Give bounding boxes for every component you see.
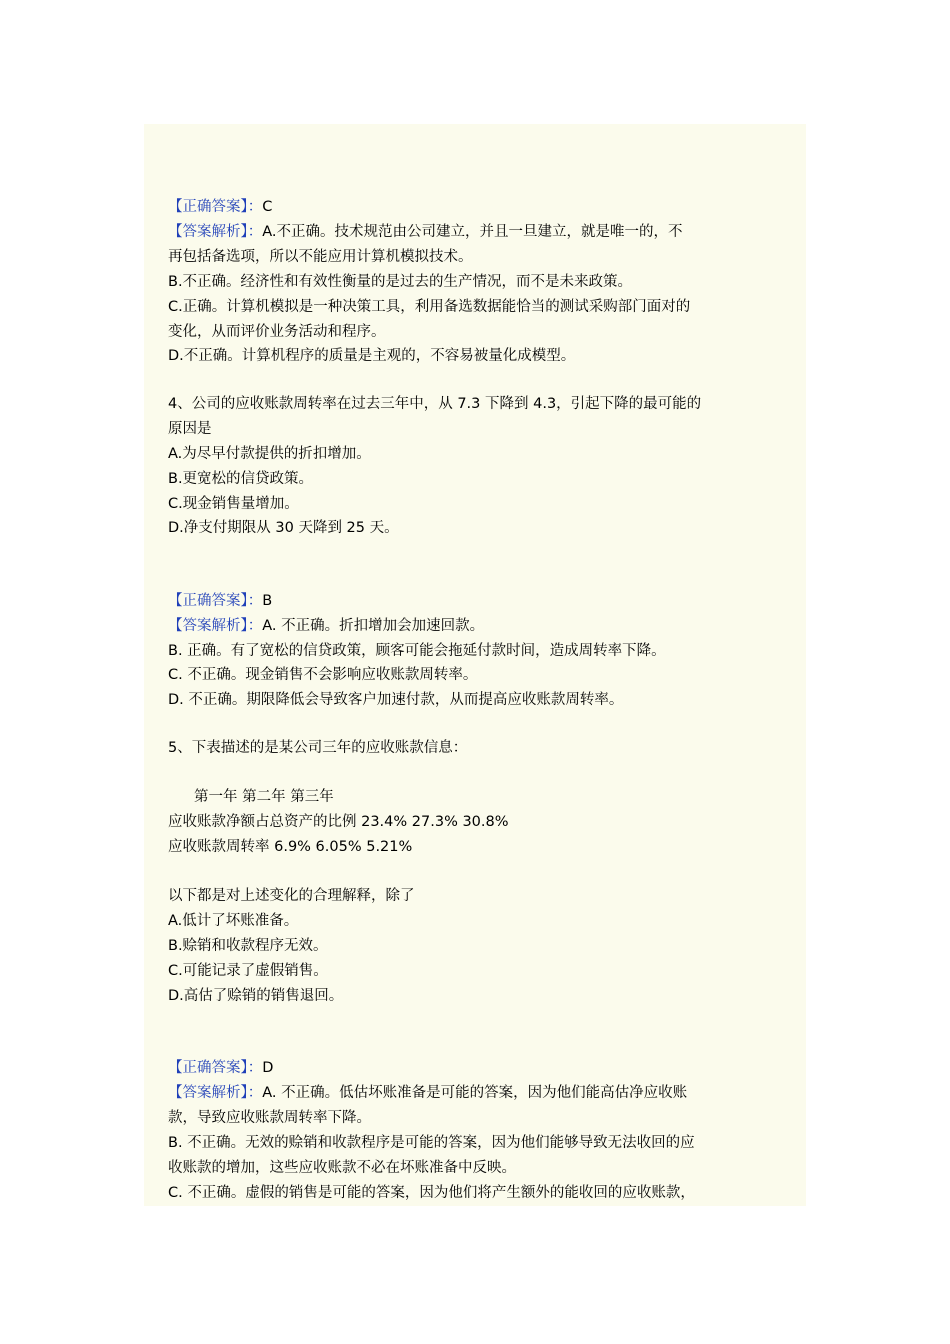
option-b: B.赊销和收款程序无效。 (168, 938, 328, 954)
question-prompt: 以下都是对上述变化的合理解释，除了 (168, 888, 415, 904)
analysis-option-b: B.不正确。经济性和有效性衡量的是过去的生产情况，而不是未来政策。 (168, 274, 633, 290)
table-row: 应收账款周转率 6.9% 6.05% 5.21% (168, 839, 413, 855)
option-d: D.净支付期限从 30 天降到 25 天。 (168, 520, 399, 536)
analysis-text: A. 不正确。低估坏账准备是可能的答案，因为他们能高估净应收账 (262, 1085, 688, 1101)
option-d: D.高估了赊销的销售退回。 (168, 988, 344, 1004)
question-stem: 5、下表描述的是某公司三年的应收账款信息： (168, 740, 468, 756)
option-c: C.现金销售量增加。 (168, 496, 299, 512)
analysis-text: A. 不正确。折扣增加会加速回款。 (262, 618, 485, 634)
analysis-option-d: D. 不正确。期限降低会导致客户加速付款，从而提高应收账款周转率。 (168, 692, 624, 708)
analysis-tag: 【答案解析】： (168, 224, 263, 240)
analysis-text: 再包括备选项，所以不能应用计算机模拟技术。 (168, 249, 473, 265)
correct-answer-line (168, 1058, 273, 1078)
option-a: A.为尽早付款提供的折扣增加。 (168, 446, 371, 462)
analysis-line (168, 616, 484, 636)
analysis-line (168, 222, 683, 242)
answer-tag: 【正确答案】： (168, 199, 263, 215)
table-row: 应收账款净额占总资产的比例 23.4% 27.3% 30.8% (168, 814, 509, 830)
question-stem-cont: 原因是 (168, 421, 212, 437)
analysis-tag: 【答案解析】： (168, 1085, 263, 1101)
question-stem: 4、公司的应收账款周转率在过去三年中，从 7.3 下降到 4.3，引起下降的最可能的 (168, 396, 702, 412)
correct-answer-line (168, 591, 272, 611)
answer-value: B (262, 593, 273, 609)
analysis-option-b-cont: 收账款的增加，这些应收账款不必在坏账准备中反映。 (168, 1160, 516, 1176)
answer-value: D (262, 1060, 274, 1076)
analysis-text: A.不正确。技术规范由公司建立，并且一旦建立，就是唯一的，不 (262, 224, 683, 240)
answer-tag: 【正确答案】： (168, 1060, 263, 1076)
analysis-tag: 【答案解析】： (168, 618, 263, 634)
option-a: A.低计了坏账准备。 (168, 913, 299, 929)
analysis-option-d: D.不正确。计算机程序的质量是主观的，不容易被量化成模型。 (168, 348, 576, 364)
table-header: 第一年 第二年 第三年 (194, 789, 334, 805)
analysis-option-c: C. 不正确。现金销售不会影响应收账款周转率。 (168, 667, 478, 683)
analysis-option-c-cont: 变化，从而评价业务活动和程序。 (168, 324, 386, 340)
option-b: B.更宽松的信贷政策。 (168, 471, 314, 487)
answer-value: C (262, 199, 273, 215)
analysis-text: 款，导致应收账款周转率下降。 (168, 1110, 371, 1126)
option-c: C.可能记录了虚假销售。 (168, 963, 328, 979)
analysis-line (168, 1083, 687, 1103)
analysis-option-b: B. 正确。有了宽松的信贷政策，顾客可能会拖延付款时间，造成周转率下降。 (168, 643, 666, 659)
correct-answer-line (168, 197, 272, 217)
analysis-option-c: C.正确。计算机模拟是一种决策工具，利用备选数据能恰当的测试采购部门面对的 (168, 299, 691, 315)
answer-tag: 【正确答案】： (168, 593, 263, 609)
analysis-option-b: B. 不正确。无效的赊销和收款程序是可能的答案，因为他们能够导致无法收回的应 (168, 1135, 695, 1151)
analysis-option-c: C. 不正确。虚假的销售是可能的答案，因为他们将产生额外的能收回的应收账款， (168, 1185, 695, 1201)
